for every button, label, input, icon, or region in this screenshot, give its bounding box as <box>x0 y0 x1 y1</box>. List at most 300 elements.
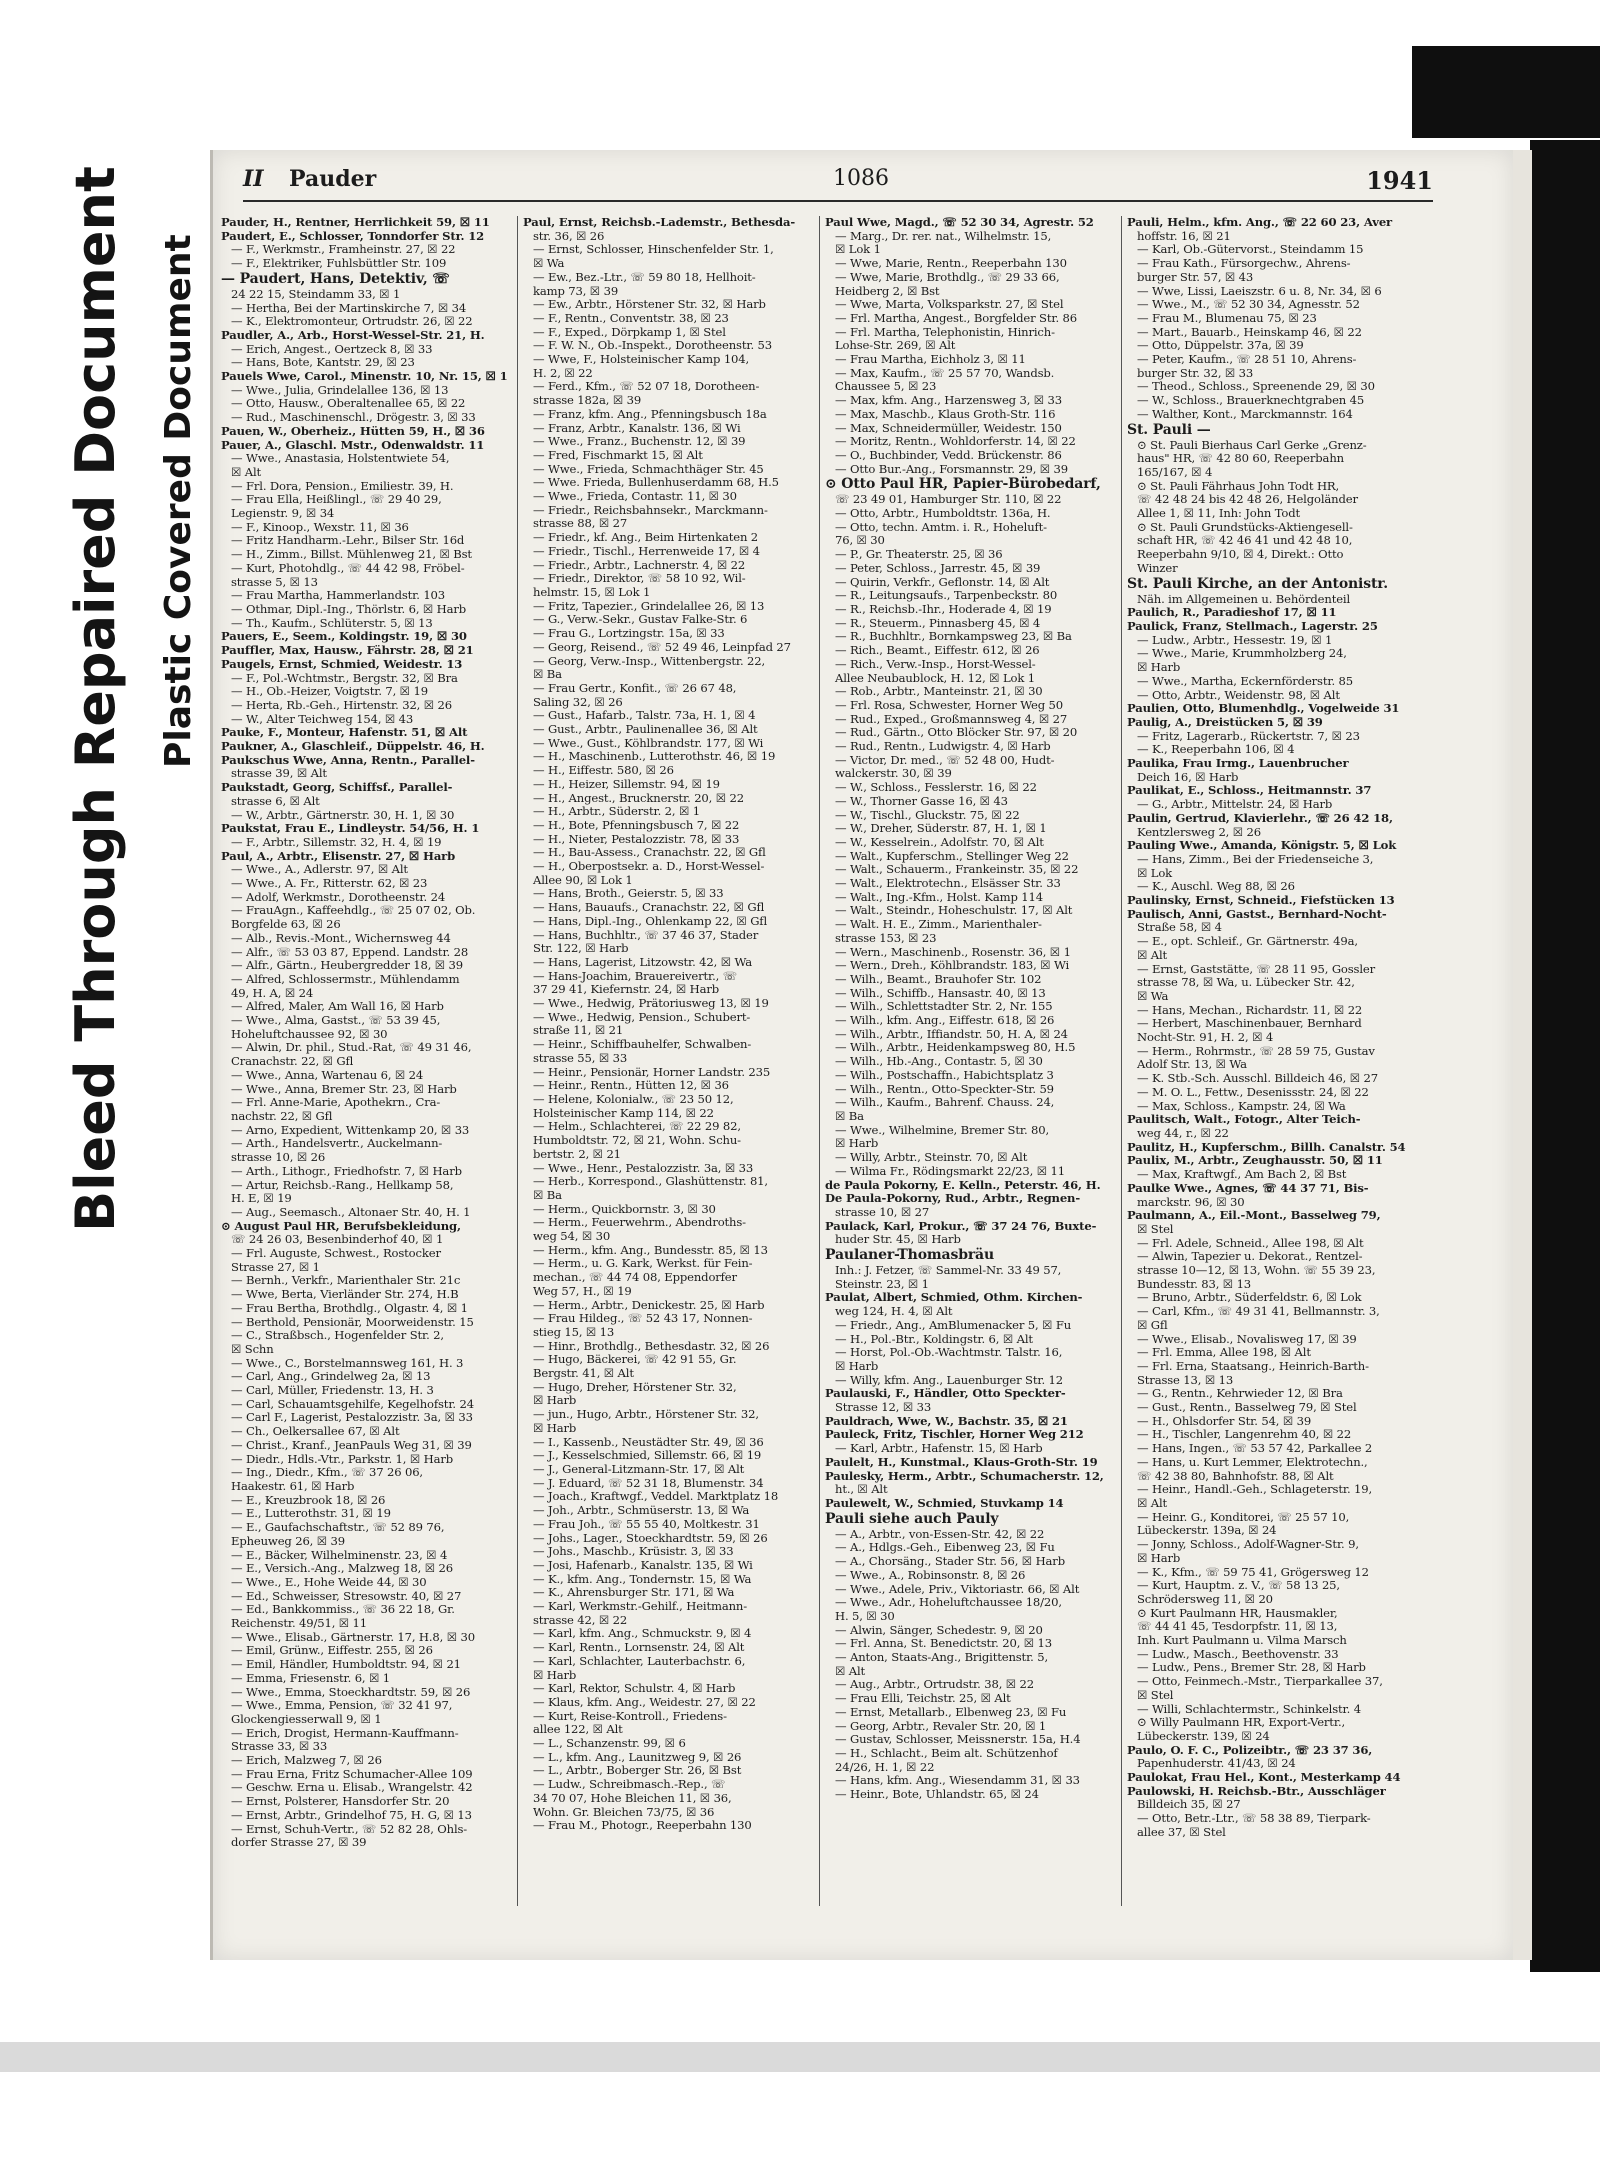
directory-entry: nachstr. 22, ☒ Gfl <box>231 1110 333 1123</box>
directory-entry: — Herta, Rb.-Geh., Hirtenstr. 32, ☒ 26 <box>231 698 452 712</box>
directory-entry: — G., Arbtr., Mittelstr. 24, ☒ Harb <box>1137 798 1333 812</box>
directory-entry: Paukschus Wwe, Anna, Rentn., Parallel- <box>221 753 475 767</box>
directory-entry: — Hans, Lagerist, Litzowstr. 42, ☒ Wa <box>533 955 753 969</box>
directory-entry: mechan., ☏ 44 74 08, Eppendorfer <box>533 1271 737 1285</box>
directory-entry: — Walt., Schauerm., Frankeinstr. 35, ☒ 22 <box>835 863 1079 877</box>
directory-entry: — I., Kassenb., Neustädter Str. 49, ☒ 36 <box>533 1435 764 1449</box>
directory-entry: — Ernst, Polsterer, Hansdorfer Str. 20 <box>231 1795 450 1809</box>
directory-entry: — G., Rentn., Kehrwieder 12, ☒ Bra <box>1137 1387 1343 1401</box>
scan-border-right <box>1530 140 1600 1972</box>
directory-entry: ☒ Harb <box>835 1137 879 1151</box>
directory-entry: ☒ Harb <box>533 1421 577 1435</box>
directory-entry: — Walt., Elektrotechn., Elsässer Str. 33 <box>835 877 1061 891</box>
directory-entry: allee 122, ☒ Alt <box>533 1723 623 1737</box>
directory-entry: Paulinsky, Ernst, Schneid., Fiefstücken 13 <box>1127 894 1395 908</box>
directory-entry: — Moritz, Rentn., Wohldorferstr. 14, ☒ 22 <box>835 435 1076 449</box>
plastic-covered-label: Plastic Covered Document <box>158 234 199 768</box>
directory-entry: — Frl. Rosa, Schwester, Horner Weg 50 <box>835 698 1064 712</box>
directory-entry: — Otto, techn. Amtm. i. R., Hoheluft- <box>835 520 1047 534</box>
directory-entry: ⊙ Otto Paul HR, Papier-Bürobedarf, <box>825 476 1101 493</box>
directory-entry: — W., Arbtr., Gärtnerstr. 30, H. 1, ☒ 30 <box>231 808 455 822</box>
directory-entry: — Walt. H. E., Zimm., Marienthaler- <box>835 918 1042 932</box>
directory-entry: Strasse 12, ☒ 33 <box>835 1401 932 1415</box>
directory-entry: Lübeckerstr. 139, ☒ 24 <box>1137 1729 1270 1743</box>
directory-entry: ☒ Harb <box>533 1668 577 1682</box>
directory-entry: — Ludw., Masch., Beethovenstr. 33 <box>1137 1647 1339 1661</box>
directory-entry: — E., Versich.-Ang., Malzweg 18, ☒ 26 <box>231 1562 453 1576</box>
directory-entry: — R., Leitungsaufs., Tarpenbeckstr. 80 <box>835 589 1058 603</box>
directory-entry: strasse 5, ☒ 13 <box>231 575 318 589</box>
directory-entry: — F., Rentn., Conventstr. 38, ☒ 23 <box>533 311 729 325</box>
directory-entry: Paul, A., Arbtr., Elisenstr. 27, ☒ Harb <box>221 849 456 863</box>
scanned-page <box>210 150 1513 1960</box>
directory-entry: — Ew., Bez.-Ltr., ☏ 59 80 18, Hellhoit- <box>533 270 756 284</box>
directory-entry: Paulmann, A., Eil.-Mont., Basselweg 79, <box>1127 1209 1381 1223</box>
directory-entry: Legienstr. 9, ☒ 34 <box>231 507 335 521</box>
directory-entry: — H., Zimm., Billst. Mühlenweg 21, ☒ Bst <box>231 548 472 562</box>
directory-entry: Paulewelt, W., Schmied, Stuvkamp 14 <box>825 1496 1064 1510</box>
directory-entry: — Arth., Handelsvertr., Auckelmann- <box>231 1137 443 1151</box>
directory-entry: — F., Elektriker, Fuhlsbüttler Str. 109 <box>231 257 447 271</box>
directory-entry: — Ernst, Schuh-Vertr., ☏ 52 82 28, Ohls- <box>231 1822 468 1836</box>
directory-entry: Paulin, Gertrud, Klavierlehr., ☏ 26 42 18, <box>1127 811 1393 825</box>
directory-entry: Winzer <box>1137 561 1178 575</box>
directory-entry: — Otto, Düppelstr. 37a, ☒ 39 <box>1137 339 1304 353</box>
directory-entry: — Fritz, Tapezier., Grindelallee 26, ☒ 13 <box>533 599 765 613</box>
directory-entry: — R., Buchhltr., Bornkampsweg 23, ☒ Ba <box>835 630 1072 644</box>
directory-entry: — K., kfm. Ang., Tondernstr. 15, ☒ Wa <box>533 1572 752 1586</box>
directory-entry: — Wwe, Marta, Volksparkstr. 27, ☒ Stel <box>835 298 1064 312</box>
directory-entry: — Wwe., Hedwig, Prätoriusweg 13, ☒ 19 <box>533 997 769 1011</box>
directory-entry: bertstr. 2, ☒ 21 <box>533 1147 621 1161</box>
directory-entry: — Josi, Hafenarb., Kanalstr. 135, ☒ Wi <box>533 1558 753 1572</box>
directory-entry: — Rud., Maschinenschl., Drögestr. 3, ☒ 33 <box>231 411 476 425</box>
directory-entry: ☏ 42 48 24 bis 42 48 26, Helgoländer <box>1137 493 1358 507</box>
directory-entry: — Otto, Feinmech.-Mstr., Tierparkallee 37, <box>1137 1675 1383 1689</box>
directory-entry: — Carl, Kfm., ☏ 49 31 41, Bellmannstr. 3, <box>1137 1305 1380 1319</box>
directory-entry: — Frau G., Lortzingstr. 15a, ☒ 33 <box>533 627 725 641</box>
directory-entry: — Frau M., Photogr., Reeperbahn 130 <box>533 1819 752 1833</box>
directory-entry: — Wwe., E., Hohe Weide 44, ☒ 30 <box>231 1575 427 1589</box>
directory-entry: — Wwe., Anastasia, Holstentwiete 54, <box>231 452 450 466</box>
directory-entry: — Rud., Rentn., Ludwigstr. 4, ☒ Harb <box>835 740 1051 754</box>
directory-entry: — Frl. Anna, St. Benedictstr. 20, ☒ 13 <box>835 1637 1052 1651</box>
directory-entry: — W., Alter Teichweg 154, ☒ 43 <box>231 712 414 726</box>
directory-entry: Paulisch, Anni, Gastst., Bernhard-Nocht- <box>1127 907 1387 921</box>
directory-entry: — E., Gaufachschaftstr., ☏ 52 89 76, <box>231 1521 445 1535</box>
directory-entry: — Wilh., Beamt., Brauhofer Str. 102 <box>835 972 1042 986</box>
directory-entry: — Frl. Martha, Telephonistin, Hinrich- <box>835 325 1055 339</box>
directory-entry: — Frl. Auguste, Schwest., Rostocker <box>231 1247 441 1261</box>
directory-entry: — Hans, Mechan., Richardstr. 11, ☒ 22 <box>1137 1003 1363 1017</box>
scan-border-bottom <box>0 2042 1600 2072</box>
directory-entry: Nocht-Str. 91, H. 2, ☒ 4 <box>1137 1031 1274 1045</box>
directory-entry: — Otto, Arbtr., Humboldtstr. 136a, H. <box>835 507 1051 521</box>
directory-entry: Allee 90, ☒ Lok 1 <box>533 873 633 887</box>
directory-entry: — Wwe., Frieda, Contastr. 11, ☒ 30 <box>533 490 737 504</box>
directory-entry: ☒ Alt <box>1137 1496 1168 1510</box>
directory-entry: — Herm., u. G. Kark, Werkst. für Fein- <box>533 1257 753 1271</box>
directory-entry: Cranachstr. 22, ☒ Gfl <box>231 1055 354 1069</box>
directory-entry: — Hans, Bauaufs., Cranachstr. 22, ☒ Gfl <box>533 901 765 915</box>
directory-entry: — Carl, Ang., Grindelweg 2a, ☒ 13 <box>231 1370 431 1384</box>
page-header <box>243 160 1433 202</box>
directory-entry: — Bernh., Verkfr., Marienthaler Str. 21c <box>231 1274 461 1288</box>
directory-entry: Paulauski, F., Händler, Otto Speckter- <box>825 1387 1066 1401</box>
directory-entry: weg 44, r., ☒ 22 <box>1137 1127 1229 1140</box>
directory-entry: ☒ Wa <box>1137 989 1169 1003</box>
directory-entry: ⊙ Kurt Paulmann HR, Hausmakler, <box>1137 1606 1338 1620</box>
directory-entry: — Frau Hildeg., ☏ 52 43 17, Nonnen- <box>533 1312 753 1326</box>
directory-entry: ☒ Schn <box>231 1342 274 1356</box>
directory-entry: — Karl, Rentn., Lornsenstr. 24, ☒ Alt <box>533 1641 745 1655</box>
directory-entry: — Peter, Kaufm., ☏ 28 51 10, Ahrens- <box>1137 353 1357 367</box>
directory-entry: — Wilh., Hb.-Ang., Contastr. 5, ☒ 30 <box>835 1055 1043 1069</box>
directory-entry: Paulig, A., Dreistücken 5, ☒ 39 <box>1127 715 1323 729</box>
directory-entry: — E., Lutterothstr. 31, ☒ 19 <box>231 1507 391 1521</box>
directory-entry: — Frau Gertr., Konfit., ☏ 26 67 48, <box>533 681 737 695</box>
directory-entry: — W., Thorner Gasse 16, ☒ 43 <box>835 794 1008 808</box>
directory-entry: ☒ Alt <box>231 465 262 479</box>
directory-entry: — Wwe., Frieda, Schmachthäger Str. 45 <box>533 462 764 476</box>
directory-entry: ⊙ St. Pauli Fährhaus John Todt HR, <box>1137 479 1340 493</box>
directory-entry: — L., kfm. Ang., Launitzweg 9, ☒ 26 <box>533 1750 742 1764</box>
directory-entry: — Frau Erna, Fritz Schumacher-Allee 109 <box>231 1767 473 1781</box>
directory-entry: — Karl, Arbtr., Hafenstr. 15, ☒ Harb <box>835 1442 1043 1456</box>
directory-entry: — Walt., Ing.-Kfm., Holst. Kamp 114 <box>835 890 1043 904</box>
directory-entry: — Othmar, Dipl.-Ing., Thörlstr. 6, ☒ Harb <box>231 602 467 616</box>
directory-entry: — Herm., Rohrmstr., ☏ 28 59 75, Gustav <box>1137 1044 1375 1058</box>
column-divider <box>819 216 820 1906</box>
directory-entry: Reichenstr. 49/51, ☒ 11 <box>231 1617 367 1631</box>
directory-entry: — Georg, Reisend., ☏ 52 49 46, Leinpfad 27 <box>533 640 791 654</box>
directory-entry: — J., General-Litzmann-Str. 17, ☒ Alt <box>533 1462 745 1476</box>
directory-entry: — Ludw., Arbtr., Hessestr. 19, ☒ 1 <box>1137 633 1333 647</box>
directory-entry: — Wwe., Julia, Grindelallee 136, ☒ 13 <box>231 383 449 397</box>
directory-entry: — Rob., Arbtr., Manteinstr. 21, ☒ 30 <box>835 685 1043 699</box>
directory-year: 1941 <box>1366 166 1433 195</box>
directory-entry: — Wwe., A., Adlerstr. 97, ☒ Alt <box>231 863 408 877</box>
directory-entry: — W., Schloss., Fesslerstr. 16, ☒ 22 <box>835 781 1037 795</box>
directory-entry: — Wwe., Elisab., Novalisweg 17, ☒ 39 <box>1137 1332 1357 1346</box>
directory-entry: — Erich, Angest., Oertzeck 8, ☒ 33 <box>231 342 433 356</box>
directory-entry: — Berthold, Pensionär, Moorweidenstr. 15 <box>231 1315 474 1329</box>
directory-entry: Pauen, W., Oberheiz., Hütten 59, H., ☒ 36 <box>221 424 485 438</box>
directory-entry: — E., Kreuzbrook 18, ☒ 26 <box>231 1493 386 1507</box>
directory-entry: — Wwe., M., ☏ 52 30 34, Agnesstr. 52 <box>1137 298 1360 312</box>
directory-entry: — Max, Maschb., Klaus Groth-Str. 116 <box>835 407 1056 421</box>
directory-entry: Deich 16, ☒ Harb <box>1137 770 1239 784</box>
directory-entry: strasse 10, ☒ 27 <box>835 1205 930 1219</box>
directory-entry: — Heinr., Schiffbauhelfer, Schwalben- <box>533 1038 752 1052</box>
directory-entry: — Marg., Dr. rer. nat., Wilhelmstr. 15, <box>835 229 1052 243</box>
directory-entry: Paulikat, E., Schloss., Heitmannstr. 37 <box>1127 784 1372 798</box>
directory-entry: H. 2, ☒ 22 <box>533 366 593 380</box>
directory-entry: — Erich, Malzweg 7, ☒ 26 <box>231 1754 382 1768</box>
directory-entry: — F., Exped., Dörpkamp 1, ☒ Stel <box>533 325 726 339</box>
directory-entry: — Alfr., ☏ 53 03 87, Eppend. Landstr. 28 <box>231 945 469 959</box>
directory-entry: — Wwe, Lissi, Laeiszstr. 6 u. 8, Nr. 34, ☒ 6 <box>1137 284 1382 298</box>
directory-entry: — Wwe, Marie, Brothdlg., ☏ 29 33 66, <box>835 270 1060 284</box>
directory-entry: — Wwe., Emma, Stoeckhardtstr. 59, ☒ 26 <box>231 1685 471 1699</box>
directory-entry: — Mart., Bauarb., Heinskamp 46, ☒ 22 <box>1137 325 1362 339</box>
directory-entry: — Frl. Anne-Marie, Apothekrn., Cra- <box>231 1096 441 1110</box>
directory-entry: — Alfred, Schlossermstr., Mühlendamm <box>231 972 460 986</box>
directory-entry: huder Str. 45, ☒ Harb <box>835 1233 961 1247</box>
directory-entry: Inh.: J. Fetzer, ☏ Sammel-Nr. 33 49 57, <box>835 1264 1062 1278</box>
directory-entry: — A., Chorsäng., Stader Str. 56, ☒ Harb <box>835 1555 1065 1569</box>
directory-entry: Chaussee 5, ☒ 23 <box>835 380 937 394</box>
directory-entry: Weg 57, H., ☒ 19 <box>533 1284 632 1298</box>
directory-entry: — H., Schlacht., Beim alt. Schützenhof <box>835 1746 1058 1760</box>
directory-entry: Inh. Kurt Paulmann u. Vilma Marsch <box>1137 1634 1347 1648</box>
directory-entry: — Johs., Maschb., Krüsistr. 3, ☒ 33 <box>533 1545 734 1559</box>
directory-entry: — Ed., Bankkommiss., ☏ 36 22 18, Gr. <box>231 1603 455 1617</box>
directory-entry: strasse 78, ☒ Wa, u. Lübecker Str. 42, <box>1137 976 1355 990</box>
directory-entry: Paukstadt, Georg, Schiffsf., Parallel- <box>221 781 453 795</box>
directory-column-2 <box>523 216 813 1916</box>
directory-entry: Glockengiesserwall 9, ☒ 1 <box>231 1712 382 1726</box>
directory-entry: Pauder, H., Rentner, Herrlichkeit 59, ☒ 11 <box>221 216 490 229</box>
bleed-through-label: Bleed Through Repaired Document <box>64 166 127 1232</box>
directory-entry: strasse 6, ☒ Alt <box>231 794 320 808</box>
directory-entry: — K., Kfm., ☏ 59 75 41, Grögersweg 12 <box>1137 1565 1369 1579</box>
directory-entry: — H., Bote, Pfenningsbusch 7, ☒ 22 <box>533 818 740 832</box>
directory-entry: ☏ 24 26 03, Besenbinderhof 40, ☒ 1 <box>231 1233 444 1247</box>
directory-entry: — Wwe., A. Fr., Ritterstr. 62, ☒ 23 <box>231 877 428 891</box>
directory-entry: — H., Maschinenb., Lutterothstr. 46, ☒ 19 <box>533 750 776 764</box>
directory-entry: — Fritz Handharm.-Lehr., Bilser Str. 16d <box>231 534 465 548</box>
directory-entry: allee 37, ☒ Stel <box>1137 1825 1226 1839</box>
directory-entry: — Wwe., Gust., Köhlbrandstr. 177, ☒ Wi <box>533 736 764 750</box>
directory-entry: Bundesstr. 83, ☒ 13 <box>1137 1277 1252 1291</box>
directory-entry: Allee 1, ☒ 11, Inh: John Todt <box>1137 507 1301 521</box>
directory-entry: — Walt., Steindr., Hoheschulstr. 17, ☒ Alt <box>835 904 1073 918</box>
directory-entry: — Frau Bertha, Brothdlg., Olgastr. 4, ☒ 1 <box>231 1301 468 1315</box>
directory-entry: — Ernst, Schlosser, Hinschenfelder Str. 1, <box>533 243 774 257</box>
directory-entry: — Rich., Beamt., Eiffestr. 612, ☒ 26 <box>835 644 1040 658</box>
directory-entry: burger Str. 32, ☒ 33 <box>1137 366 1254 380</box>
directory-entry: Strasse 33, ☒ 33 <box>231 1740 328 1754</box>
directory-entry: Reeperbahn 9/10, ☒ 4, Direkt.: Otto <box>1137 548 1344 562</box>
directory-entry: — Geschw. Erna u. Elisab., Wrangelstr. 42 <box>231 1781 473 1795</box>
directory-entry: — A., Hdlgs.-Geh., Eibenweg 23, ☒ Fu <box>835 1541 1055 1555</box>
directory-entry: Paulowski, H. Reichsb.-Btr., Ausschläger <box>1127 1784 1386 1798</box>
directory-entry: — Karl, Werkmstr.-Gehilf., Heitmann- <box>533 1600 747 1614</box>
directory-entry: Paudler, A., Arb., Horst-Wessel-Str. 21, H. <box>221 328 485 342</box>
directory-entry: — Willi, Schlachtermstr., Schinkelstr. 4 <box>1137 1702 1361 1716</box>
directory-entry: ⊙ August Paul HR, Berufsbekleidung, <box>221 1219 461 1233</box>
directory-entry: — Alfred, Maler, Am Wall 16, ☒ Harb <box>231 1000 444 1014</box>
directory-entry: ☒ Ba <box>533 1188 562 1202</box>
directory-entry: — Gustav, Schlosser, Meissnerstr. 15a, H.4 <box>835 1733 1081 1747</box>
directory-entry: — H., Bau-Assess., Cranachstr. 22, ☒ Gfl <box>533 846 766 860</box>
directory-entry: — Wilh., Arbtr., Heidenkampsweg 80, H.5 <box>835 1041 1076 1055</box>
directory-entry: — Ew., Arbtr., Hörstener Str. 32, ☒ Harb <box>533 298 766 312</box>
directory-entry: Lohse-Str. 269, ☒ Alt <box>835 339 956 353</box>
directory-entry: — K., Elektromonteur, Ortrudstr. 26, ☒ 22 <box>231 315 473 329</box>
directory-entry: 165/167, ☒ 4 <box>1137 465 1213 479</box>
directory-entry: Pauffler, Max, Hausw., Fährstr. 28, ☒ 21 <box>221 644 474 658</box>
directory-entry: weg 124, H. 4, ☒ Alt <box>835 1305 953 1319</box>
directory-entry: 24/26, H. 1, ☒ 22 <box>835 1760 935 1774</box>
directory-entry: — Max, Kraftwgf., Am Bach 2, ☒ Bst <box>1137 1168 1347 1182</box>
directory-entry: — Frl. Erna, Staatsang., Heinrich-Barth- <box>1137 1359 1369 1373</box>
directory-entry: — Alfr., Gärtn., Heubergredder 18, ☒ 39 <box>231 959 463 973</box>
directory-entry: — Hans, Dipl.-Ing., Ohlenkamp 22, ☒ Gfl <box>533 914 768 928</box>
directory-entry: Paukstat, Frau E., Lindleystr. 54/56, H. 1 <box>221 822 480 836</box>
directory-entry: — Alwin, Tapezier u. Dekorat., Rentzel- <box>1137 1250 1363 1264</box>
directory-entry: — Frau Joh., ☏ 55 55 40, Moltkestr. 31 <box>533 1517 760 1531</box>
directory-entry: — Emil, Grünw., Eiffestr. 255, ☒ 26 <box>231 1644 433 1658</box>
directory-entry: — Bruno, Arbtr., Süderfeldstr. 6, ☒ Lok <box>1137 1291 1362 1305</box>
directory-entry: Paul Wwe, Magd., ☏ 52 30 34, Agrestr. 52 <box>825 216 1094 229</box>
directory-entry: — Karl, Schlachter, Lauterbachstr. 6, <box>533 1654 746 1668</box>
directory-entry: Paul, Ernst, Reichsb.-Lademstr., Bethesda- <box>523 216 795 229</box>
directory-entry: — Wwe., Elisab., Gärtnerstr. 17, H.8, ☒ 30 <box>231 1630 475 1644</box>
directory-entry: — Wern., Dreh., Köhlbrandstr. 183, ☒ Wi <box>835 959 1070 973</box>
directory-entry: — Frl. Adele, Schneid., Allee 198, ☒ Alt <box>1137 1236 1364 1250</box>
directory-entry: ☒ Ba <box>533 668 562 682</box>
directory-entry: — Willy, Arbtr., Steinstr. 70, ☒ Alt <box>835 1151 1028 1165</box>
directory-entry: kamp 73, ☒ 39 <box>533 284 619 298</box>
directory-entry: — A., Arbtr., von-Essen-Str. 42, ☒ 22 <box>835 1527 1045 1541</box>
directory-entry: weg 54, ☒ 30 <box>533 1230 611 1244</box>
directory-entry: — F., Kinoop., Wexstr. 11, ☒ 36 <box>231 520 409 534</box>
directory-entry: — H., Eiffestr. 580, ☒ 26 <box>533 764 674 778</box>
column-divider <box>1121 216 1122 1906</box>
directory-entry: — Gust., Rentn., Basselweg 79, ☒ Stel <box>1137 1401 1357 1415</box>
directory-entry: 49, H. A, ☒ 24 <box>231 986 314 1000</box>
directory-entry: — Wwe., Hedwig, Pension., Schubert- <box>533 1010 751 1024</box>
directory-entry: — Heinr. G., Konditorei, ☏ 25 57 10, <box>1137 1510 1350 1524</box>
directory-entry: — Wwe., Adele, Priv., Viktoriastr. 66, ☒ Alt <box>835 1582 1080 1596</box>
directory-entry: Epheuweg 26, ☒ 39 <box>231 1534 345 1548</box>
directory-entry: — P., Gr. Theaterstr. 25, ☒ 36 <box>835 548 1003 562</box>
directory-entry: — Joach., Kraftwgf., Veddel. Marktplatz 18 <box>533 1490 779 1504</box>
directory-entry: — Wwe., C., Borstelmannsweg 161, H. 3 <box>231 1356 464 1370</box>
directory-entry: — Emma, Friesenstr. 6, ☒ 1 <box>231 1671 390 1685</box>
directory-entry: schaft HR, ☏ 42 46 41 und 42 48 10, <box>1137 534 1353 548</box>
directory-entry: Borgfelde 63, ☒ 26 <box>231 918 341 932</box>
directory-entry: — Herm., Feuerwehrm., Abendroths- <box>533 1216 746 1230</box>
directory-entry: — Wwe. Frieda, Bullenhuserdamm 68, H.5 <box>533 476 779 490</box>
directory-entry: Paulich, R., Paradieshof 17, ☒ 11 <box>1127 606 1337 620</box>
directory-entry: Pauling Wwe., Amanda, Königstr. 5, ☒ Lok <box>1127 839 1397 853</box>
directory-entry: — Hans-Joachim, Brauereivertr., ☏ <box>533 969 738 983</box>
directory-entry: straße 11, ☒ 21 <box>533 1024 624 1038</box>
directory-entry: — Max, Schloss., Kampstr. 24, ☒ Wa <box>1137 1099 1346 1113</box>
directory-entry: — Arth., Lithogr., Friedhofstr. 7, ☒ Harb <box>231 1164 462 1178</box>
directory-entry: strasse 88, ☒ 27 <box>533 517 628 531</box>
directory-entry: — F., Pol.-Wchtmstr., Bergstr. 32, ☒ Bra <box>231 671 458 685</box>
directory-entry: — Wilh., Rentn., Otto-Speckter-Str. 59 <box>835 1082 1054 1096</box>
directory-entry: Paulick, Franz, Stellmach., Lagerstr. 25 <box>1127 619 1378 633</box>
directory-entry: — Carl, Müller, Friedenstr. 13, H. 3 <box>231 1384 434 1398</box>
directory-entry: marckstr. 96, ☒ 30 <box>1137 1195 1245 1209</box>
directory-entry: ☒ Stel <box>1137 1222 1174 1236</box>
directory-entry: Pauers, E., Seem., Koldingstr. 19, ☒ 30 <box>221 630 467 644</box>
directory-entry: — O., Buchbinder, Vedd. Brückenstr. 86 <box>835 448 1062 462</box>
directory-entry: ☒ Ba <box>835 1110 864 1123</box>
directory-entry: Bergstr. 41, ☒ Alt <box>533 1367 634 1381</box>
directory-entry: — Alb., Revis.-Mont., Wichernsweg 44 <box>231 931 451 945</box>
directory-entry: Heidberg 2, ☒ Bst <box>835 284 940 298</box>
directory-entry: — E., opt. Schleif., Gr. Gärtnerstr. 49a, <box>1137 935 1358 949</box>
directory-entry: — jun., Hugo, Arbtr., Hörstener Str. 32, <box>533 1408 759 1422</box>
directory-entry: — Wwe., Marie, Krummholzberg 24, <box>1137 647 1347 661</box>
directory-entry: — Kurt, Reise-Kontroll., Friedens- <box>533 1709 727 1723</box>
directory-entry: Steinstr. 23, ☒ 1 <box>835 1277 929 1291</box>
directory-entry: — Ludw., Pens., Bremer Str. 28, ☒ Harb <box>1137 1661 1366 1675</box>
directory-entry: — Hans, u. Kurt Lemmer, Elektrotechn., <box>1137 1455 1368 1469</box>
directory-entry: burger Str. 57, ☒ 43 <box>1137 270 1254 284</box>
directory-entry: Pauli siehe auch Pauly <box>825 1510 999 1527</box>
directory-entry: — F. W. N., Ob.-Inspekt., Dorotheenstr. 53 <box>533 339 772 353</box>
directory-entry: — F., Arbtr., Sillemstr. 32, H. 4, ☒ 19 <box>231 835 442 849</box>
directory-entry: — G., Verw.-Sekr., Gustav Falke-Str. 6 <box>533 613 748 627</box>
directory-entry: Billdeich 35, ☒ 27 <box>1137 1798 1241 1812</box>
directory-entry: — Wwe., Emma, Pension, ☏ 32 41 97, <box>231 1699 453 1713</box>
directory-entry: ☏ 23 49 01, Hamburger Str. 110, ☒ 22 <box>835 493 1062 507</box>
directory-entry: ☏ 42 38 80, Bahnhofstr. 88, ☒ Alt <box>1137 1469 1334 1483</box>
directory-entry: — Wilh., Arbtr., Iffiandstr. 50, H. A, ☒ 24 <box>835 1027 1068 1041</box>
directory-entry: — Karl, kfm. Ang., Schmuckstr. 9, ☒ 4 <box>533 1627 752 1641</box>
directory-entry: 34 70 07, Hohe Bleichen 11, ☒ 36, <box>533 1791 732 1805</box>
directory-entry: — H., Pol.-Btr., Koldingstr. 6, ☒ Alt <box>835 1332 1033 1346</box>
directory-entry: — Wwe, Marie, Rentn., Reeperbahn 130 <box>835 257 1067 271</box>
directory-entry: — Hugo, Bäckerei, ☏ 42 91 55, Gr. <box>533 1353 737 1367</box>
directory-entry: Paulika, Frau Irmg., Lauenbrucher <box>1127 757 1349 771</box>
directory-entry: 37 29 41, Kiefernstr. 24, ☒ Harb <box>533 983 720 997</box>
directory-entry: — Gust., Arbtr., Paulinenallee 36, ☒ Alt <box>533 723 758 737</box>
directory-entry: Paulitz, H., Kupferschm., Billh. Canalstr. 54 <box>1127 1140 1406 1154</box>
directory-entry: Paulien, Otto, Blumenhdlg., Vogelweide 31 <box>1127 702 1400 716</box>
directory-entry: — FrauAgn., Kaffeehdlg., ☏ 25 07 02, Ob. <box>231 904 476 918</box>
directory-entry: St. Pauli — <box>1127 421 1211 438</box>
directory-entry: ☒ Alt <box>1137 948 1168 962</box>
directory-entry: Strasse 27, ☒ 1 <box>231 1260 320 1274</box>
directory-entry: — Klaus, kfm. Ang., Weidestr. 27, ☒ 22 <box>533 1695 756 1709</box>
directory-entry: Pauer, A., Glaschl. Mstr., Odenwaldstr. 11 <box>221 438 485 452</box>
directory-entry: Saling 32, ☒ 26 <box>533 695 623 709</box>
directory-entry: — Fred, Fischmarkt 15, ☒ Alt <box>533 448 703 462</box>
directory-entry: Hoheluftchaussee 92, ☒ 30 <box>231 1027 388 1041</box>
directory-entry: — Aug., Arbtr., Ortrudstr. 38, ☒ 22 <box>835 1678 1035 1692</box>
directory-entry: ☏ 44 41 45, Tesdorpfstr. 11, ☒ 13, <box>1137 1620 1338 1634</box>
directory-entry: H. 5, ☒ 30 <box>835 1609 895 1623</box>
directory-entry: — Herbert, Maschinenbauer, Bernhard <box>1137 1017 1362 1031</box>
directory-entry: — Ed., Schweisser, Stresowstr. 40, ☒ 27 <box>231 1589 462 1603</box>
directory-entry: — Max, Kaufm., ☏ 25 57 70, Wandsb. <box>835 366 1055 380</box>
directory-entry: — Otto Bur.-Ang., Forsmannstr. 29, ☒ 39 <box>835 462 1069 476</box>
directory-entry: — Ludw., Schreibmasch.-Rep., ☏ <box>533 1778 726 1792</box>
directory-entry: — Heinr., Rentn., Hütten 12, ☒ 36 <box>533 1079 729 1093</box>
directory-entry: — Wwe., Henr., Pestalozzistr. 3a, ☒ 33 <box>533 1161 754 1175</box>
directory-entry: — Friedr., Tischl., Herrenweide 17, ☒ 4 <box>533 544 760 558</box>
directory-entry: — Ernst, Metallarb., Elbenweg 23, ☒ Fu <box>835 1705 1067 1719</box>
directory-entry: Papenhuderstr. 41/43, ☒ 24 <box>1137 1757 1296 1771</box>
directory-entry: Paulelt, H., Kunstmal., Klaus-Groth-Str. 19 <box>825 1455 1098 1469</box>
directory-entry: — Hans, Broth., Geierstr. 5, ☒ 33 <box>533 887 724 901</box>
directory-entry: — Willy, kfm. Ang., Lauenburger Str. 12 <box>835 1373 1063 1387</box>
directory-entry: — Wwe., Anna, Bremer Str. 23, ☒ Harb <box>231 1082 457 1096</box>
scan-border-top-right <box>1412 46 1600 138</box>
directory-entry: — Joh., Arbtr., Schmüserstr. 13, ☒ Wa <box>533 1504 750 1518</box>
column-divider <box>517 216 518 1906</box>
directory-entry: — Alwin, Dr. phil., Stud.-Rat, ☏ 49 31 46, <box>231 1041 472 1055</box>
directory-entry: strasse 182a, ☒ 39 <box>533 394 642 408</box>
